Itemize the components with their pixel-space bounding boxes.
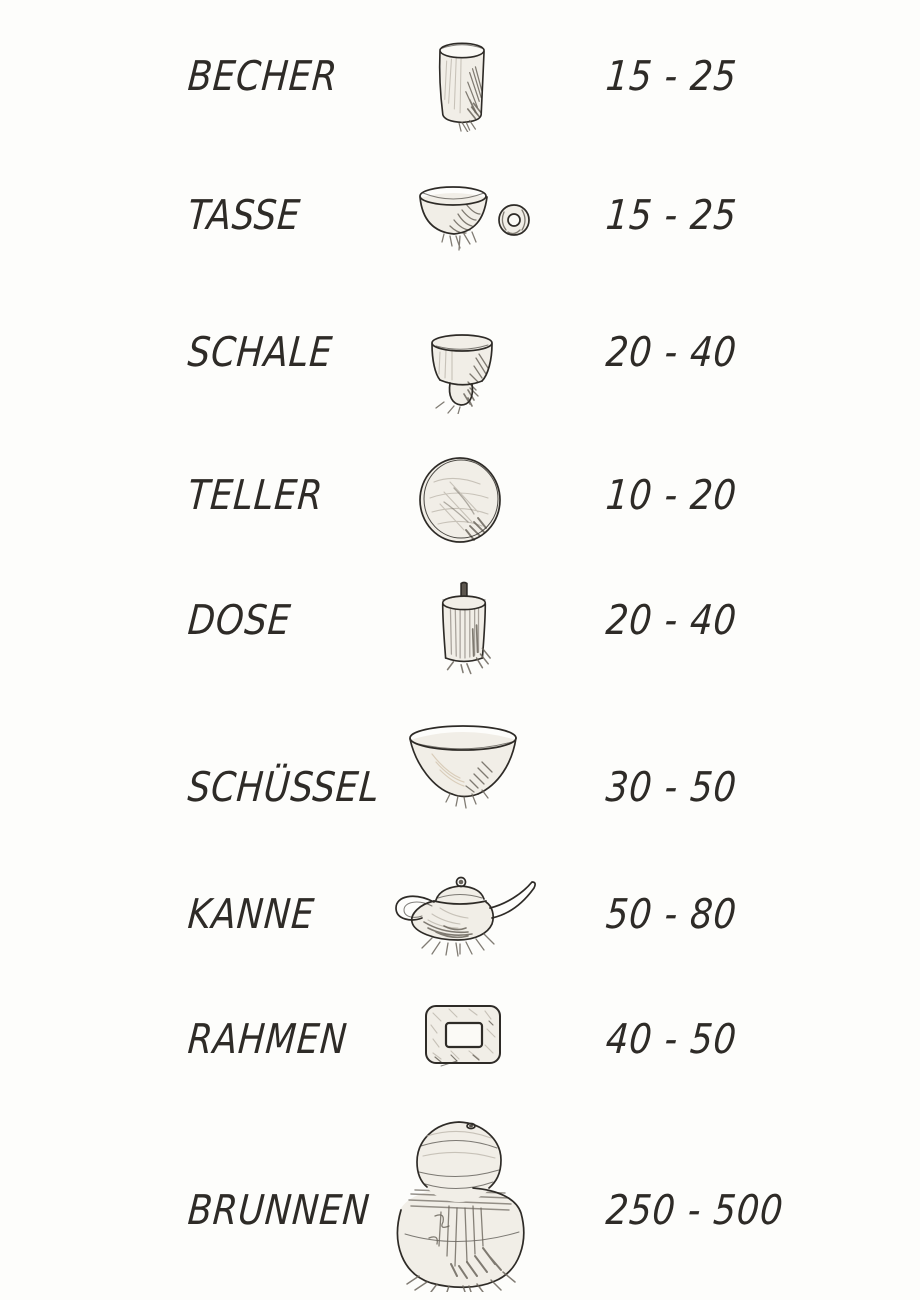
plate-sketch-icon xyxy=(414,452,508,548)
lidded-jar-sketch-icon xyxy=(434,580,494,676)
item-name: TELLER xyxy=(186,471,325,520)
item-price: 15 - 25 xyxy=(604,191,739,240)
item-name: RAHMEN xyxy=(186,1015,350,1064)
item-name: SCHALE xyxy=(186,328,335,377)
item-price: 20 - 40 xyxy=(604,328,739,377)
bowl-sketch-icon xyxy=(406,722,520,816)
item-name: SCHÜSSEL xyxy=(186,763,382,812)
mug-sketch-icon xyxy=(432,40,492,132)
footed-bowl-sketch-icon xyxy=(424,330,504,414)
item-price: 40 - 50 xyxy=(604,1015,739,1064)
item-name: BRUNNEN xyxy=(186,1186,372,1235)
teacup-sketch-icon xyxy=(414,180,534,260)
item-price: 10 - 20 xyxy=(604,471,739,520)
item-price: 30 - 50 xyxy=(604,763,739,812)
item-price: 15 - 25 xyxy=(604,52,739,101)
picture-frame-sketch-icon xyxy=(421,999,505,1071)
item-price: 50 - 80 xyxy=(604,890,739,939)
fountain-sketch-icon xyxy=(379,1116,545,1292)
item-price: 250 - 500 xyxy=(604,1186,786,1235)
item-name: TASSE xyxy=(186,191,303,240)
item-name: BECHER xyxy=(186,52,340,101)
item-name: DOSE xyxy=(186,596,293,645)
item-price: 20 - 40 xyxy=(604,596,739,645)
teapot-sketch-icon xyxy=(384,862,544,958)
item-name: KANNE xyxy=(186,890,317,939)
